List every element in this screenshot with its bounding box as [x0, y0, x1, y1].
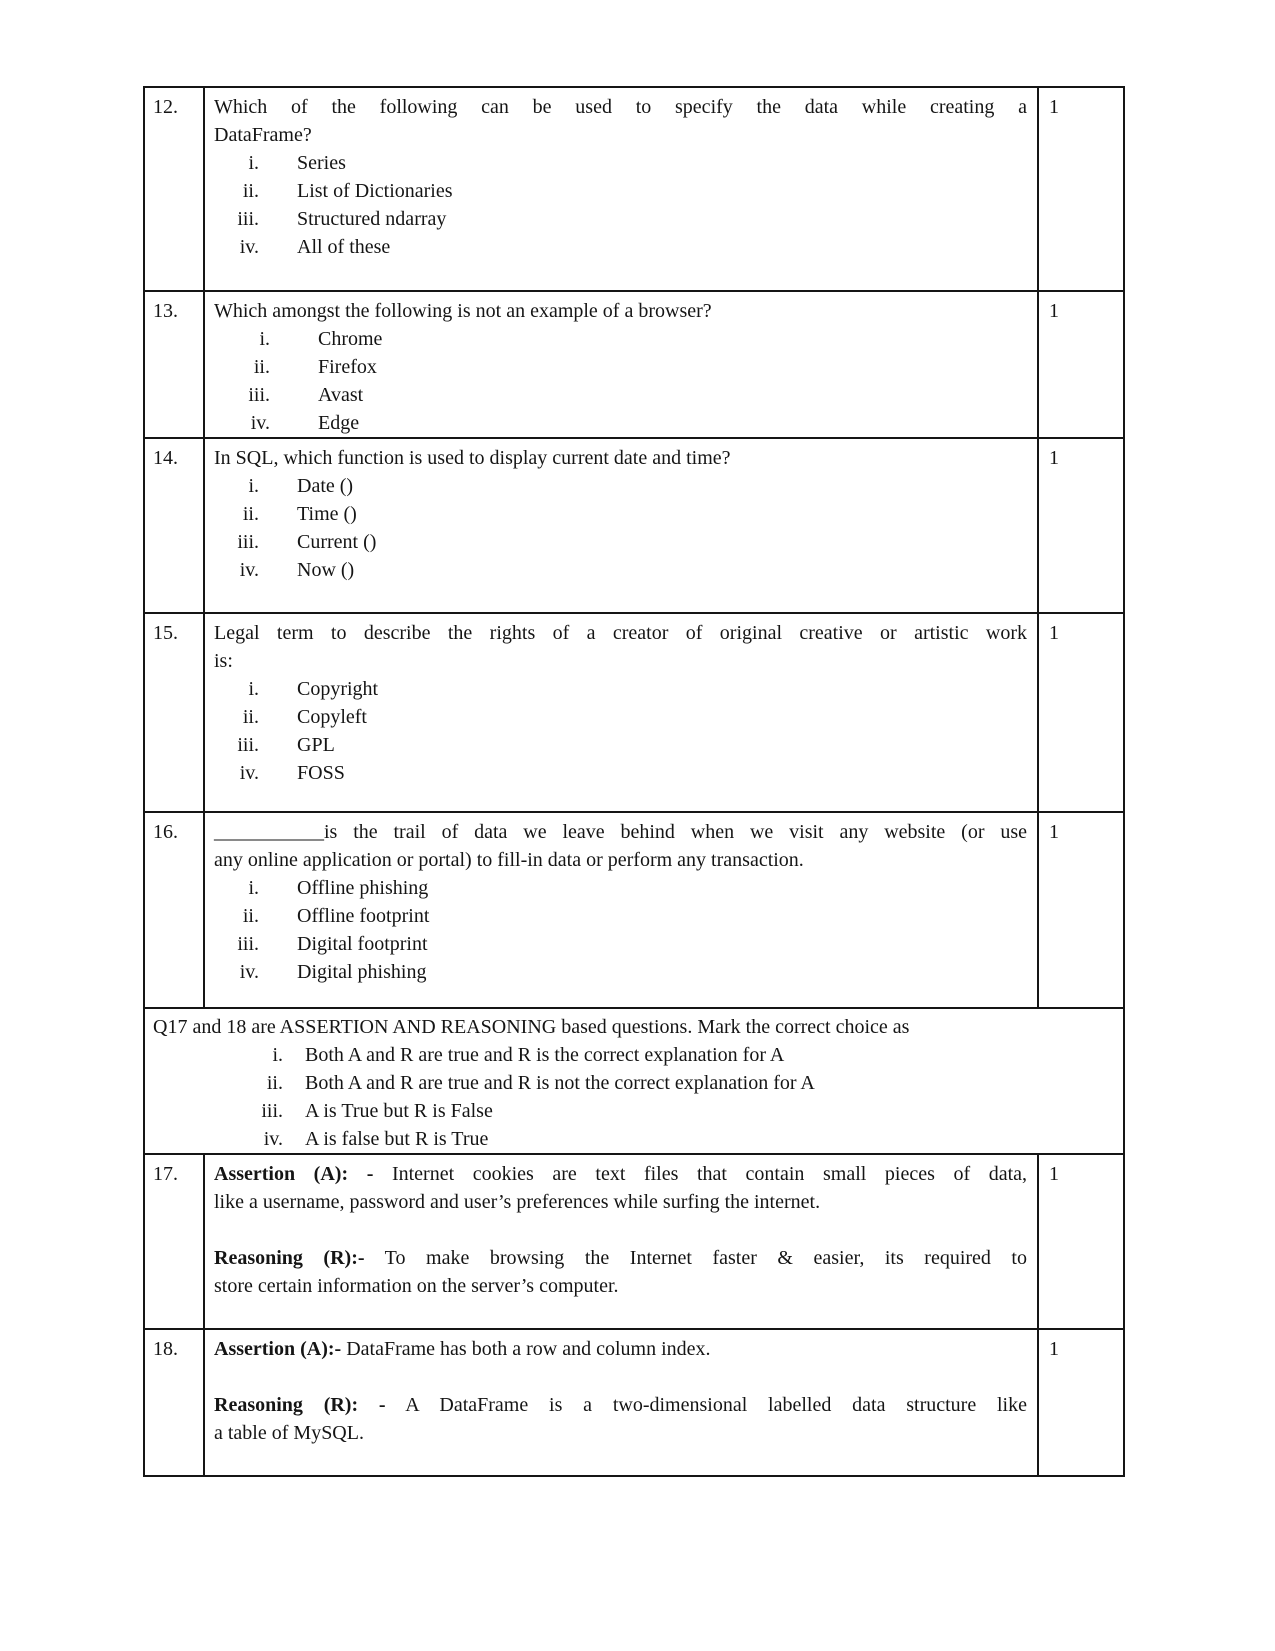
marks-value: 1 — [1049, 300, 1059, 322]
option-item — [214, 381, 1027, 409]
question-line — [214, 1419, 1027, 1447]
marks-value: 1 — [1049, 96, 1059, 118]
question-table-body — [144, 87, 1124, 1476]
question-line-text: is: — [214, 650, 233, 672]
assertion-reasoning-section-row — [144, 1008, 1124, 1154]
question-line — [214, 93, 1027, 121]
question-line — [214, 121, 1027, 149]
option-label: Digital footprint — [297, 933, 428, 955]
question-row — [144, 812, 1124, 1008]
question-row — [144, 438, 1124, 613]
question-line — [214, 647, 1027, 675]
option-numeral: iv. — [239, 961, 259, 983]
bold-lead-in: Reasoning (R):- — [214, 1247, 365, 1269]
option-item — [214, 149, 1027, 177]
option-numeral: iv. — [239, 762, 259, 784]
option-label: Offline footprint — [297, 905, 430, 927]
question-line — [214, 444, 1027, 472]
question-line-text: DataFrame? — [214, 124, 312, 146]
option-item — [214, 675, 1027, 703]
question-line-text: any online application or portal) to fill-in data or perform any transaction. — [214, 849, 804, 871]
option-item — [214, 233, 1027, 261]
option-numeral: iii. — [261, 1100, 283, 1122]
option-label: Date () — [297, 475, 354, 497]
question-line — [214, 297, 1027, 325]
question-line — [214, 846, 1027, 874]
option-label: Both A and R are true and R is the correct explanation for A — [305, 1044, 785, 1066]
question-number-cell — [144, 291, 204, 438]
option-label: A is True but R is False — [305, 1100, 493, 1122]
bold-lead-in: Assertion (A):- — [214, 1338, 342, 1360]
marks-cell — [1038, 291, 1124, 438]
question-number: 12. — [153, 96, 178, 118]
option-label: Both A and R are true and R is not the correct explanation for A — [305, 1072, 815, 1094]
marks-cell — [1038, 1329, 1124, 1476]
option-label: Firefox — [318, 356, 377, 378]
question-line — [214, 1391, 1027, 1419]
option-numeral: i. — [248, 475, 259, 497]
question-table — [143, 86, 1125, 1477]
option-numeral: iv. — [250, 412, 270, 434]
option-numeral: iv. — [239, 236, 259, 258]
option-item — [214, 409, 1027, 437]
question-number-cell — [144, 1329, 204, 1476]
question-line-text: ___________is the trail of data we leave behind when we visit any website (or use — [214, 821, 1027, 843]
option-item — [214, 472, 1027, 500]
question-number: 14. — [153, 447, 178, 469]
question-text-block — [214, 93, 1027, 149]
option-numeral: i. — [248, 152, 259, 174]
option-label: All of these — [297, 236, 391, 258]
option-item — [214, 528, 1027, 556]
options-list — [214, 149, 1027, 261]
question-line — [214, 1272, 1027, 1300]
option-item — [214, 902, 1027, 930]
marks-cell — [1038, 812, 1124, 1008]
option-numeral: ii. — [242, 503, 259, 525]
question-body-cell — [204, 291, 1038, 438]
bold-lead-in: Reasoning (R): - — [214, 1394, 386, 1416]
option-numeral: iii. — [248, 384, 270, 406]
section-option-item — [153, 1041, 1113, 1069]
options-list — [214, 472, 1027, 584]
question-number-cell — [144, 812, 204, 1008]
option-item — [214, 759, 1027, 787]
marks-value: 1 — [1049, 1163, 1059, 1185]
section-option-item — [153, 1097, 1113, 1125]
option-item — [214, 177, 1027, 205]
question-line — [214, 1244, 1027, 1272]
question-line — [214, 1335, 1027, 1363]
question-line — [214, 1188, 1027, 1216]
option-numeral: ii. — [242, 905, 259, 927]
option-numeral: i. — [248, 877, 259, 899]
section-intro-text: Q17 and 18 are ASSERTION AND REASONING based questions. Mark the correct choice as — [153, 1016, 910, 1038]
option-item — [214, 325, 1027, 353]
option-label: Edge — [318, 412, 360, 434]
question-line — [214, 818, 1027, 846]
question-line-text: Internet cookies are text files that contain small pieces of data, — [373, 1163, 1028, 1185]
question-text-block — [214, 1335, 1027, 1363]
option-label: Copyleft — [297, 706, 367, 728]
option-numeral: iv. — [239, 559, 259, 581]
question-row — [144, 87, 1124, 291]
option-numeral: i. — [259, 328, 270, 350]
question-text-block — [214, 444, 1027, 472]
option-label: Digital phishing — [297, 961, 427, 983]
question-line-text: To make browsing the Internet faster & easier, its required to — [364, 1247, 1027, 1269]
option-numeral: iii. — [237, 933, 259, 955]
question-row — [144, 291, 1124, 438]
question-line — [214, 619, 1027, 647]
question-number-cell — [144, 613, 204, 812]
question-line-text: A DataFrame is a two-dimensional labelled data structure like — [385, 1394, 1027, 1416]
question-line-text: In SQL, which function is used to display current date and time? — [214, 447, 731, 469]
options-list — [214, 874, 1027, 986]
question-text-block — [214, 619, 1027, 675]
question-number-cell — [144, 87, 204, 291]
question-line-text: like a username, password and user’s preferences while surfing the internet. — [214, 1191, 821, 1213]
question-body-cell — [204, 1154, 1038, 1329]
option-item — [214, 556, 1027, 584]
option-label: Chrome — [318, 328, 383, 350]
bold-lead-in: Assertion (A): - — [214, 1163, 374, 1185]
option-item — [214, 731, 1027, 759]
option-numeral: iii. — [237, 734, 259, 756]
question-text-block — [214, 1391, 1027, 1447]
option-label: A is false but R is True — [305, 1128, 489, 1150]
option-label: Time () — [297, 503, 357, 525]
question-text-block — [214, 1244, 1027, 1300]
question-row — [144, 1329, 1124, 1476]
option-numeral: iv. — [263, 1128, 283, 1150]
option-label: Now () — [297, 559, 355, 581]
marks-value: 1 — [1049, 622, 1059, 644]
section-option-item — [153, 1125, 1113, 1153]
option-item — [214, 500, 1027, 528]
question-row — [144, 613, 1124, 812]
marks-value: 1 — [1049, 1338, 1059, 1360]
question-line-text: DataFrame has both a row and column index. — [341, 1338, 711, 1360]
question-body-cell — [204, 87, 1038, 291]
question-number: 17. — [153, 1163, 178, 1185]
marks-cell — [1038, 1154, 1124, 1329]
question-text-block — [214, 1160, 1027, 1216]
option-numeral: i. — [272, 1044, 283, 1066]
question-number: 18. — [153, 1338, 178, 1360]
options-list — [214, 675, 1027, 787]
question-line — [214, 1160, 1027, 1188]
marks-cell — [1038, 613, 1124, 812]
marks-cell — [1038, 438, 1124, 613]
option-label: Avast — [318, 384, 364, 406]
option-numeral: iii. — [237, 531, 259, 553]
option-numeral: iii. — [237, 208, 259, 230]
option-label: Current () — [297, 531, 377, 553]
option-label: Structured ndarray — [297, 208, 447, 230]
question-text-block — [214, 297, 1027, 325]
question-line-text: a table of MySQL. — [214, 1422, 364, 1444]
option-item — [214, 353, 1027, 381]
question-number: 15. — [153, 622, 178, 644]
question-number: 16. — [153, 821, 178, 843]
question-body-cell — [204, 1329, 1038, 1476]
option-item — [214, 958, 1027, 986]
options-list — [214, 325, 1027, 437]
section-cell — [144, 1008, 1124, 1154]
option-numeral: i. — [248, 678, 259, 700]
question-body-cell — [204, 438, 1038, 613]
option-numeral: ii. — [242, 706, 259, 728]
option-numeral: ii. — [266, 1072, 283, 1094]
option-item — [214, 930, 1027, 958]
marks-cell — [1038, 87, 1124, 291]
option-label: List of Dictionaries — [297, 180, 453, 202]
question-number-cell — [144, 1154, 204, 1329]
marks-value: 1 — [1049, 821, 1059, 843]
question-line-text: Legal term to describe the rights of a creator of original creative or artistic work — [214, 622, 1027, 644]
question-line-text: Which of the following can be used to specify the data while creating a — [214, 96, 1027, 118]
question-row — [144, 1154, 1124, 1329]
option-label: Offline phishing — [297, 877, 429, 899]
section-option-item — [153, 1069, 1113, 1097]
marks-value: 1 — [1049, 447, 1059, 469]
option-item — [214, 874, 1027, 902]
option-numeral: ii. — [253, 356, 270, 378]
question-line-text: store certain information on the server’s computer. — [214, 1275, 619, 1297]
question-body-cell — [204, 812, 1038, 1008]
question-text-block — [214, 818, 1027, 874]
option-label: FOSS — [297, 762, 345, 784]
question-body-cell — [204, 613, 1038, 812]
option-numeral: ii. — [242, 180, 259, 202]
option-label: Series — [297, 152, 346, 174]
option-label: GPL — [297, 734, 335, 756]
question-number-cell — [144, 438, 204, 613]
option-item — [214, 703, 1027, 731]
question-number: 13. — [153, 300, 178, 322]
option-item — [214, 205, 1027, 233]
question-line-text: Which amongst the following is not an example of a browser? — [214, 300, 712, 322]
option-label: Copyright — [297, 678, 379, 700]
